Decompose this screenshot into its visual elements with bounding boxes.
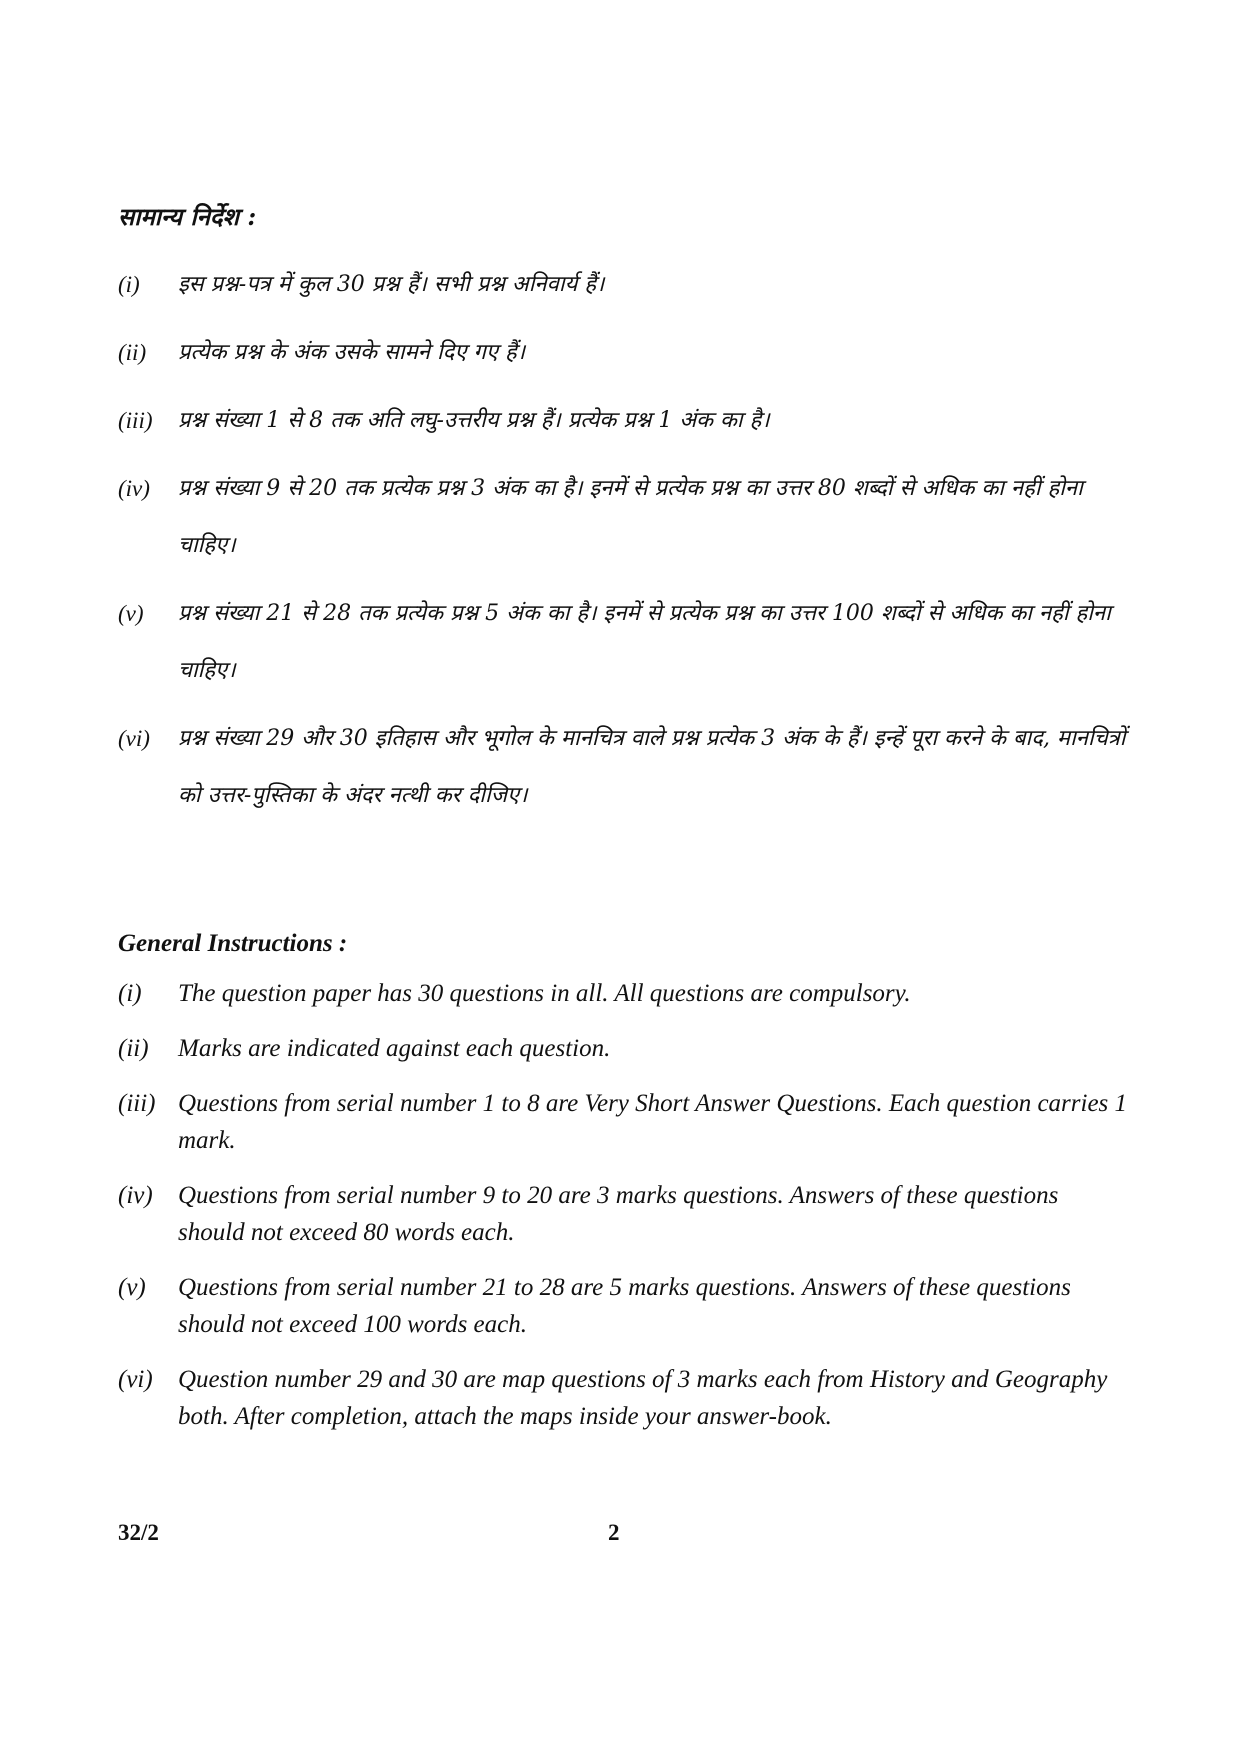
list-item xyxy=(118,975,1128,1012)
item-number: (i) xyxy=(118,272,140,297)
item-text: Questions from serial number 21 to 28 are 5 marks questions. Answers of these questions should not exceed 100 words each. xyxy=(178,1274,1071,1338)
list-item xyxy=(118,324,1128,381)
item-number: (iv) xyxy=(118,1182,153,1209)
list-item xyxy=(118,585,1128,699)
list-item xyxy=(118,1269,1128,1343)
item-number: (i) xyxy=(118,980,142,1007)
item-text: इस प्रश्न-पत्र में कुल 30 प्रश्न हैं। सभी प्रश्न अनिवार्य हैं। xyxy=(178,272,605,297)
instructions-page xyxy=(118,200,1128,1453)
page-number: 2 xyxy=(608,1520,620,1545)
item-text: प्रश्न संख्या 29 और 30 इतिहास और भूगोल के मानचित्र वाले प्रश्न प्रत्येक 3 अंक के हैं। इन्हें पूरा करने के बाद, मानचित्रों को उत्तर-पुस्तिका के अंदर नत्थी कर दीजिए। xyxy=(178,726,1126,808)
item-number: (iii) xyxy=(118,1090,156,1117)
list-item xyxy=(118,710,1128,824)
item-number: (ii) xyxy=(118,340,147,365)
item-text: Questions from serial number 9 to 20 are 3 marks questions. Answers of these questions should not exceed 80 words each. xyxy=(178,1182,1059,1246)
list-item xyxy=(118,1030,1128,1067)
english-heading: General Instructions : xyxy=(118,930,348,957)
list-item xyxy=(118,1177,1128,1251)
list-item xyxy=(118,1085,1128,1159)
item-number: (iii) xyxy=(118,408,153,433)
list-item xyxy=(118,392,1128,449)
english-instructions-list xyxy=(118,975,1128,1435)
list-item xyxy=(118,1361,1128,1435)
item-text: प्रश्न संख्या 21 से 28 तक प्रत्येक प्रश्न 5 अंक का है। इनमें से प्रत्येक प्रश्न का उत्तर 100 शब्दों से अधिक का नहीं होना चाहिए। xyxy=(178,601,1111,683)
item-number: (v) xyxy=(118,1274,146,1301)
item-text: प्रश्न संख्या 9 से 20 तक प्रत्येक प्रश्न 3 अंक का है। इनमें से प्रत्येक प्रश्न का उत्तर 80 शब्दों से अधिक का नहीं होना चाहिए। xyxy=(178,476,1083,558)
item-text: Question number 29 and 30 are map questions of 3 marks each from History and Geography both. After completion, attach the maps inside your answer-book. xyxy=(178,1366,1108,1430)
item-text: Marks are indicated against each question. xyxy=(178,1035,611,1062)
paper-code: 32/2 xyxy=(118,1520,159,1545)
list-item xyxy=(118,460,1128,574)
item-text: प्रश्न संख्या 1 से 8 तक अति लघु-उत्तरीय प्रश्न हैं। प्रत्येक प्रश्न 1 अंक का है। xyxy=(178,408,770,433)
section-spacer xyxy=(118,835,1128,927)
hindi-instructions-list xyxy=(118,256,1128,824)
hindi-heading: सामान्य निर्देश : xyxy=(118,202,257,231)
list-item xyxy=(118,256,1128,313)
item-number: (ii) xyxy=(118,1035,149,1062)
item-text: प्रत्येक प्रश्न के अंक उसके सामने दिए गए हैं। xyxy=(178,340,526,365)
item-number: (v) xyxy=(118,601,144,626)
item-number: (iv) xyxy=(118,476,150,501)
item-number: (vi) xyxy=(118,726,150,751)
item-text: Questions from serial number 1 to 8 are Very Short Answer Questions. Each question carries 1 mark. xyxy=(178,1090,1128,1154)
item-text: The question paper has 30 questions in all. All questions are compulsory. xyxy=(178,980,911,1007)
item-number: (vi) xyxy=(118,1366,153,1393)
